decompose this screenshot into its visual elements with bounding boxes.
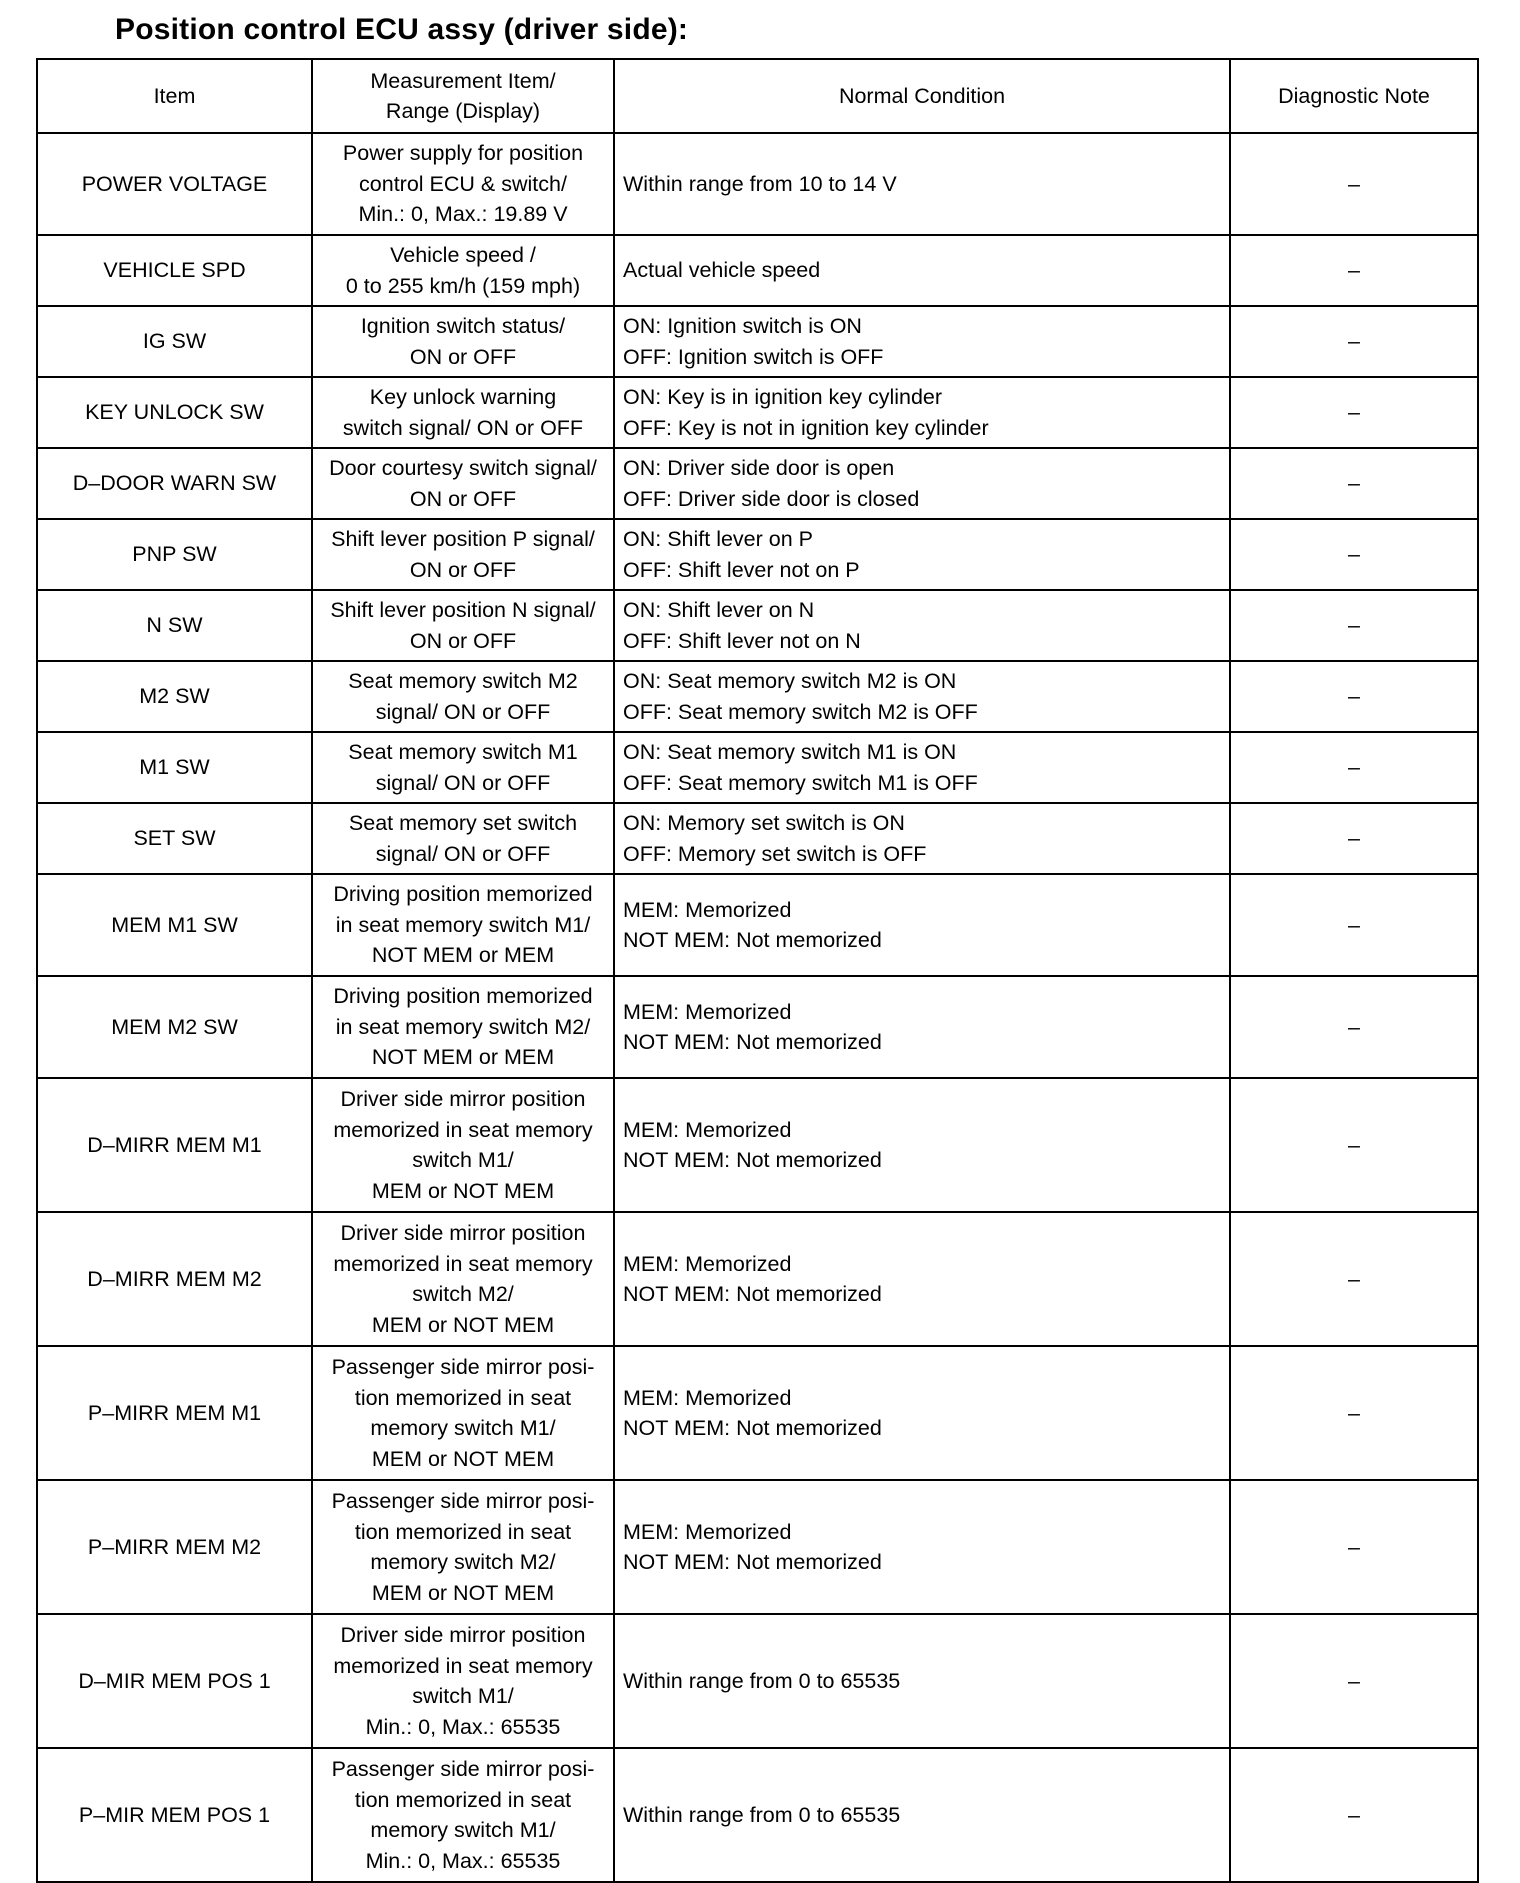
measurement-line: ON or OFF: [409, 344, 517, 369]
measurement-line: Driver side mirror position: [340, 1087, 586, 1111]
cell-normal-condition: [614, 377, 1230, 448]
cell-measurement: [312, 1078, 614, 1212]
cell-item: KEY UNLOCK SW: [37, 377, 312, 448]
measurement-line: Seat memory switch M2: [348, 669, 578, 693]
measurement-line: NOT MEM or MEM: [371, 943, 555, 968]
normal-condition-line: NOT MEM: Not memorized: [623, 1550, 882, 1574]
cell-diagnostic-note: –: [1230, 1346, 1478, 1480]
cell-measurement: [312, 235, 614, 306]
cell-item: P–MIR MEM POS 1: [37, 1748, 312, 1882]
normal-condition-line: ON: Seat memory switch M1 is ON: [623, 740, 957, 764]
cell-item: D–DOOR WARN SW: [37, 448, 312, 519]
cell-measurement: [312, 1212, 614, 1346]
cell-normal-condition: [614, 1748, 1230, 1882]
table-row: [37, 661, 1478, 732]
normal-condition-line: OFF: Shift lever not on P: [623, 557, 860, 582]
cell-item: D–MIRR MEM M1: [37, 1078, 312, 1212]
measurement-line: signal/ ON or OFF: [375, 699, 551, 724]
measurement-line: Shift lever position P signal/: [331, 527, 595, 551]
cell-measurement: [312, 590, 614, 661]
measurement-line: memory switch M1/: [370, 1818, 556, 1842]
normal-condition-line: Within range from 0 to 65535: [623, 1668, 901, 1693]
cell-item: P–MIRR MEM M1: [37, 1346, 312, 1480]
cell-normal-condition: [614, 1212, 1230, 1346]
cell-diagnostic-note: –: [1230, 1078, 1478, 1212]
measurement-line: 0 to 255 km/h (159 mph): [345, 273, 581, 298]
measurement-line: MEM or NOT MEM: [371, 1580, 555, 1605]
measurement-line: memorized in seat memory: [333, 1653, 593, 1678]
normal-condition-line: MEM: Memorized: [623, 1519, 792, 1544]
measurement-line: Driving position memorized: [333, 882, 593, 907]
normal-condition-line: OFF: Ignition switch is OFF: [623, 344, 884, 369]
cell-item: POWER VOLTAGE: [37, 133, 312, 235]
measurement-line: Vehicle speed /: [390, 243, 536, 267]
cell-normal-condition: [614, 519, 1230, 590]
normal-condition-line: OFF: Seat memory switch M2 is OFF: [623, 699, 978, 724]
measurement-line: tion memorized in seat: [354, 1787, 572, 1812]
measurement-line: Shift lever position N signal/: [330, 598, 596, 622]
cell-diagnostic-note: –: [1230, 590, 1478, 661]
table-row: [37, 1346, 1478, 1480]
cell-measurement: [312, 976, 614, 1078]
normal-condition-line: OFF: Driver side door is closed: [623, 486, 920, 511]
measurement-line: Passenger side mirror posi-: [331, 1489, 595, 1513]
table-row: [37, 1480, 1478, 1614]
measurement-line: Passenger side mirror posi-: [331, 1355, 595, 1379]
data-list-table: [36, 58, 1479, 1883]
cell-measurement: [312, 1346, 614, 1480]
measurement-line: control ECU & switch/: [359, 171, 567, 196]
cell-item: MEM M1 SW: [37, 874, 312, 976]
table-row: [37, 590, 1478, 661]
measurement-line: switch M2/: [412, 1282, 514, 1306]
normal-condition-line: OFF: Memory set switch is OFF: [623, 841, 927, 866]
normal-condition-line: MEM: Memorized: [623, 897, 792, 922]
measurement-line: in seat memory switch M1/: [335, 912, 591, 937]
measurement-line: tion memorized in seat: [354, 1519, 572, 1544]
header-diagnostic-note: Diagnostic Note: [1230, 59, 1478, 133]
normal-condition-line: OFF: Seat memory switch M1 is OFF: [623, 770, 978, 795]
measurement-line: signal/ ON or OFF: [375, 770, 551, 795]
table-body: [37, 133, 1478, 1882]
measurement-line: MEM or NOT MEM: [371, 1312, 555, 1337]
cell-diagnostic-note: –: [1230, 1614, 1478, 1748]
normal-condition-line: Within range from 10 to 14 V: [623, 171, 897, 196]
measurement-line: Key unlock warning: [369, 385, 557, 409]
cell-normal-condition: [614, 976, 1230, 1078]
cell-item: VEHICLE SPD: [37, 235, 312, 306]
table-row: [37, 519, 1478, 590]
cell-item: D–MIR MEM POS 1: [37, 1614, 312, 1748]
table-row: [37, 803, 1478, 874]
cell-item: MEM M2 SW: [37, 976, 312, 1078]
measurement-line: signal/ ON or OFF: [375, 841, 551, 866]
measurement-line: Power supply for position: [342, 141, 584, 166]
cell-diagnostic-note: –: [1230, 1212, 1478, 1346]
cell-measurement: [312, 1748, 614, 1882]
table-row: [37, 377, 1478, 448]
cell-diagnostic-note: –: [1230, 1480, 1478, 1614]
measurement-line: Driver side mirror position: [340, 1623, 586, 1647]
normal-condition-line: NOT MEM: Not memorized: [623, 1030, 882, 1054]
cell-item: P–MIRR MEM M2: [37, 1480, 312, 1614]
measurement-line: memorized in seat memory: [333, 1117, 593, 1142]
normal-condition-line: NOT MEM: Not memorized: [623, 1416, 882, 1440]
header-measurement: [312, 59, 614, 133]
cell-measurement: [312, 1614, 614, 1748]
cell-measurement: [312, 133, 614, 235]
cell-measurement: [312, 803, 614, 874]
table-row: [37, 448, 1478, 519]
table-row: [37, 1212, 1478, 1346]
table-row: [37, 133, 1478, 235]
measurement-line: ON or OFF: [409, 628, 517, 653]
table-row: [37, 1614, 1478, 1748]
table-row: [37, 1748, 1478, 1882]
cell-normal-condition: [614, 803, 1230, 874]
cell-item: M2 SW: [37, 661, 312, 732]
normal-condition-line: ON: Driver side door is open: [623, 456, 895, 480]
normal-condition-line: NOT MEM: Not memorized: [623, 1148, 882, 1172]
table-row: [37, 306, 1478, 377]
measurement-line: switch M1/: [412, 1148, 514, 1172]
cell-diagnostic-note: –: [1230, 803, 1478, 874]
normal-condition-line: ON: Shift lever on P: [623, 527, 813, 551]
header-measurement-line: Range (Display): [385, 99, 541, 123]
table-row: [37, 235, 1478, 306]
normal-condition-line: NOT MEM: Not memorized: [623, 928, 882, 952]
cell-normal-condition: [614, 1346, 1230, 1480]
cell-measurement: [312, 661, 614, 732]
normal-condition-line: MEM: Memorized: [623, 1385, 792, 1410]
header-normal-condition: Normal Condition: [614, 59, 1230, 133]
table-row: [37, 732, 1478, 803]
measurement-line: tion memorized in seat: [354, 1385, 572, 1410]
cell-normal-condition: [614, 590, 1230, 661]
cell-item: SET SW: [37, 803, 312, 874]
cell-diagnostic-note: –: [1230, 133, 1478, 235]
measurement-line: in seat memory switch M2/: [335, 1014, 591, 1039]
normal-condition-line: MEM: Memorized: [623, 1117, 792, 1142]
measurement-line: Ignition switch status/: [360, 314, 566, 338]
measurement-line: NOT MEM or MEM: [371, 1045, 555, 1070]
cell-diagnostic-note: –: [1230, 874, 1478, 976]
measurement-line: Seat memory switch M1: [348, 740, 578, 764]
table-row: [37, 874, 1478, 976]
normal-condition-line: ON: Key is in ignition key cylinder: [623, 385, 943, 409]
normal-condition-line: OFF: Shift lever not on N: [623, 628, 861, 653]
normal-condition-line: OFF: Key is not in ignition key cylinder: [623, 415, 989, 440]
cell-normal-condition: [614, 306, 1230, 377]
cell-normal-condition: [614, 1480, 1230, 1614]
cell-diagnostic-note: –: [1230, 377, 1478, 448]
measurement-line: Driving position memorized: [333, 984, 593, 1009]
cell-item: IG SW: [37, 306, 312, 377]
cell-normal-condition: [614, 874, 1230, 976]
table-row: [37, 976, 1478, 1078]
measurement-line: switch signal/ ON or OFF: [342, 415, 584, 440]
cell-diagnostic-note: –: [1230, 661, 1478, 732]
measurement-line: memory switch M2/: [370, 1550, 556, 1574]
normal-condition-line: MEM: Memorized: [623, 999, 792, 1024]
measurement-line: switch M1/: [412, 1684, 514, 1708]
measurement-line: Min.: 0, Max.: 65535: [365, 1848, 561, 1873]
normal-condition-line: Within range from 0 to 65535: [623, 1802, 901, 1827]
cell-diagnostic-note: –: [1230, 519, 1478, 590]
normal-condition-line: ON: Ignition switch is ON: [623, 314, 862, 338]
cell-measurement: [312, 377, 614, 448]
cell-measurement: [312, 519, 614, 590]
cell-diagnostic-note: –: [1230, 976, 1478, 1078]
measurement-line: Min.: 0, Max.: 19.89 V: [358, 202, 568, 227]
cell-normal-condition: [614, 235, 1230, 306]
normal-condition-line: ON: Seat memory switch M2 is ON: [623, 669, 957, 693]
table-row: [37, 1078, 1478, 1212]
measurement-line: ON or OFF: [409, 486, 517, 511]
cell-measurement: [312, 732, 614, 803]
cell-item: M1 SW: [37, 732, 312, 803]
cell-diagnostic-note: –: [1230, 306, 1478, 377]
cell-item: N SW: [37, 590, 312, 661]
cell-measurement: [312, 1480, 614, 1614]
measurement-line: MEM or NOT MEM: [371, 1446, 555, 1471]
cell-measurement: [312, 448, 614, 519]
cell-diagnostic-note: –: [1230, 732, 1478, 803]
measurement-line: Door courtesy switch signal/: [329, 456, 597, 480]
cell-measurement: [312, 306, 614, 377]
measurement-line: Seat memory set switch: [348, 811, 578, 835]
measurement-line: Min.: 0, Max.: 65535: [365, 1714, 561, 1739]
measurement-line: memorized in seat memory: [333, 1251, 593, 1276]
normal-condition-line: ON: Shift lever on N: [623, 598, 815, 622]
cell-normal-condition: [614, 661, 1230, 732]
measurement-line: memory switch M1/: [370, 1416, 556, 1440]
page-title: Position control ECU assy (driver side):: [115, 13, 689, 46]
normal-condition-line: ON: Memory set switch is ON: [623, 811, 905, 835]
table-header-row: [37, 59, 1478, 133]
cell-normal-condition: [614, 133, 1230, 235]
measurement-line: ON or OFF: [409, 557, 517, 582]
measurement-line: MEM or NOT MEM: [371, 1178, 555, 1203]
cell-diagnostic-note: –: [1230, 1748, 1478, 1882]
cell-normal-condition: [614, 1614, 1230, 1748]
cell-item: PNP SW: [37, 519, 312, 590]
header-item: Item: [37, 59, 312, 133]
cell-normal-condition: [614, 1078, 1230, 1212]
measurement-line: Passenger side mirror posi-: [331, 1757, 595, 1781]
normal-condition-line: NOT MEM: Not memorized: [623, 1282, 882, 1306]
cell-item: D–MIRR MEM M2: [37, 1212, 312, 1346]
cell-measurement: [312, 874, 614, 976]
cell-diagnostic-note: –: [1230, 235, 1478, 306]
header-measurement-line: Measurement Item/: [370, 68, 556, 93]
cell-diagnostic-note: –: [1230, 448, 1478, 519]
normal-condition-line: MEM: Memorized: [623, 1251, 792, 1276]
cell-normal-condition: [614, 732, 1230, 803]
measurement-line: Driver side mirror position: [340, 1221, 586, 1245]
cell-normal-condition: [614, 448, 1230, 519]
normal-condition-line: Actual vehicle speed: [623, 258, 821, 283]
